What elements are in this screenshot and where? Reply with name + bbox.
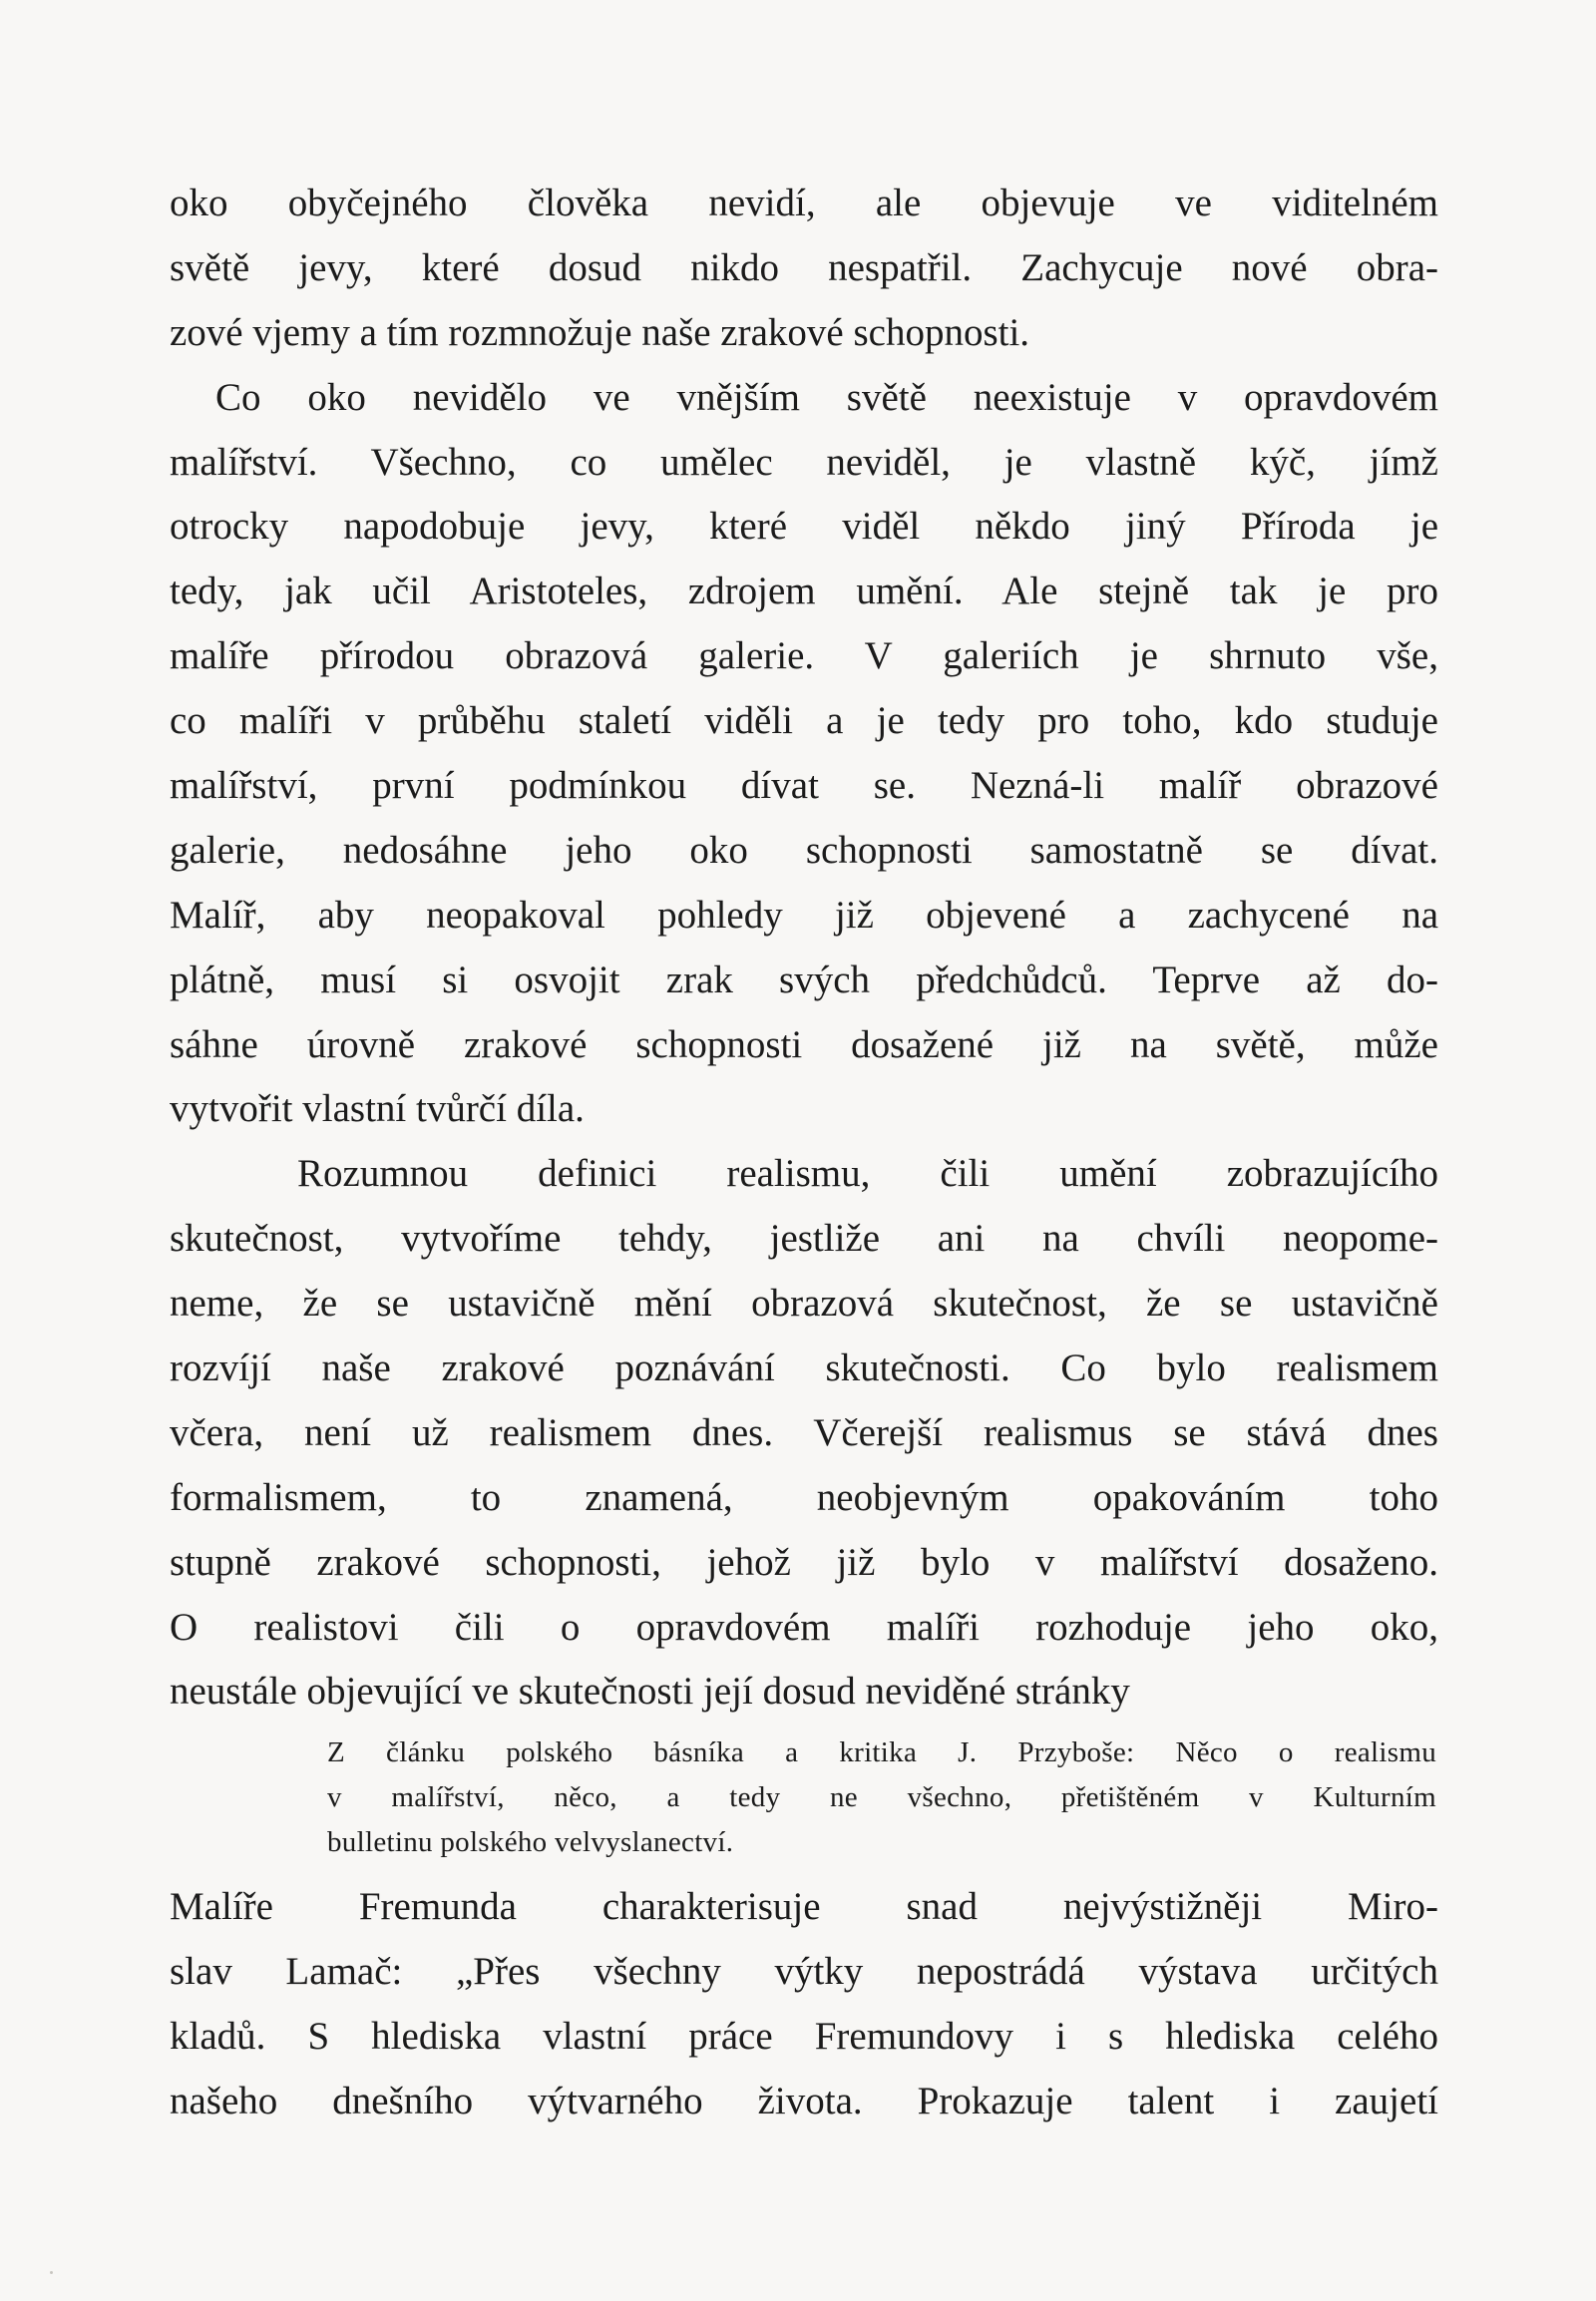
main-text-line: zové vjemy a tím rozmnožuje naše zrakové schopnosti. (170, 310, 1030, 354)
main-text-line: rozvíjí naše zrakové poznávání skutečnosti. Co bylo realismem (170, 1346, 1438, 1390)
closing-text-line: kladů. S hlediska vlastní práce Fremundovy i s hlediska celého (170, 2014, 1438, 2058)
source-citation (327, 1730, 1436, 1865)
source-note-line: Z článku polského básníka a kritika J. Przyboše: Něco o realismu (327, 1736, 1436, 1768)
main-text-line: plátně, musí si osvojit zrak svých předchůdců. Teprve až do- (170, 958, 1438, 1001)
main-text-line: Rozumnou definici realismu, čili umění zobrazujícího (297, 1152, 1438, 1196)
main-text-line: malířství. Všechno, co umělec neviděl, je vlastně kýč, jímž (170, 440, 1438, 484)
main-text-line: formalismem, to znamená, neobjevným opakováním toho (170, 1475, 1438, 1519)
main-text-line: galerie, nedosáhne jeho oko schopnosti samostatně se dívat. (170, 828, 1438, 872)
closing-text-line: slav Lamač: „Přes všechny výtky nepostrádá výstava určitých (170, 1949, 1438, 1993)
main-text-line: co malíři v průběhu staletí viděli a je tedy pro toho, kdo studuje (170, 699, 1438, 743)
closing-text-line: Malíře Fremunda charakterisuje snad nejvýstižněji Miro- (170, 1885, 1438, 1928)
main-text-line: Malíř, aby neopakoval pohledy již objevené a zachycené na (170, 893, 1438, 937)
main-text-line: světě jevy, které dosud nikdo nespatřil. Zachycuje nové obra- (170, 245, 1438, 289)
main-text-line: Co oko nevidělo ve vnějším světě neexistuje v opravdovém (215, 375, 1438, 419)
main-text-line: tedy, jak učil Aristoteles, zdrojem umění. Ale stejně tak je pro (170, 570, 1438, 613)
main-text-line: včera, není už realismem dnes. Včerejší realismus se stává dnes (170, 1410, 1438, 1454)
main-text-line: malíře přírodou obrazová galerie. V galeriích je shrnuto vše, (170, 634, 1438, 678)
closing-text-line: našeho dnešního výtvarného života. Prokazuje talent i zaujetí (170, 2079, 1438, 2122)
source-note-line: bulletinu polského velvyslanectví. (327, 1826, 734, 1858)
main-paragraphs (170, 172, 1438, 1725)
main-text-line: sáhne úrovně zrakové schopnosti dosažené již na světě, může (170, 1022, 1438, 1066)
main-text-line: malířství, první podmínkou dívat se. Nezná-li malíř obrazové (170, 764, 1438, 808)
main-text-line: stupně zrakové schopnosti, jehož již bylo v malířství dosaženo. (170, 1540, 1438, 1584)
source-note-line: v malířství, něco, a tedy ne všechno, přetištěném v Kulturním (327, 1781, 1436, 1813)
main-text-line: neustále objevující ve skutečnosti její dosud neviděné stránky (170, 1670, 1130, 1714)
main-text-line: skutečnost, vytvoříme tehdy, jestliže ani na chvíli neopome- (170, 1217, 1438, 1261)
main-text-line: O realistovi čili o opravdovém malíři rozhoduje jeho oko, (170, 1605, 1438, 1649)
main-text-line: oko obyčejného člověka nevidí, ale objevuje ve viditelném (170, 182, 1438, 224)
closing-paragraph (170, 1875, 1438, 2134)
scan-dust-mark (50, 2271, 53, 2274)
main-text-line: vytvořit vlastní tvůrčí díla. (170, 1087, 585, 1131)
main-text-line: otrocky napodobuje jevy, které viděl někdo jiný Příroda je (170, 505, 1438, 549)
main-text-line: neme, že se ustavičně mění obrazová skutečnost, že se ustavičně (170, 1282, 1438, 1326)
